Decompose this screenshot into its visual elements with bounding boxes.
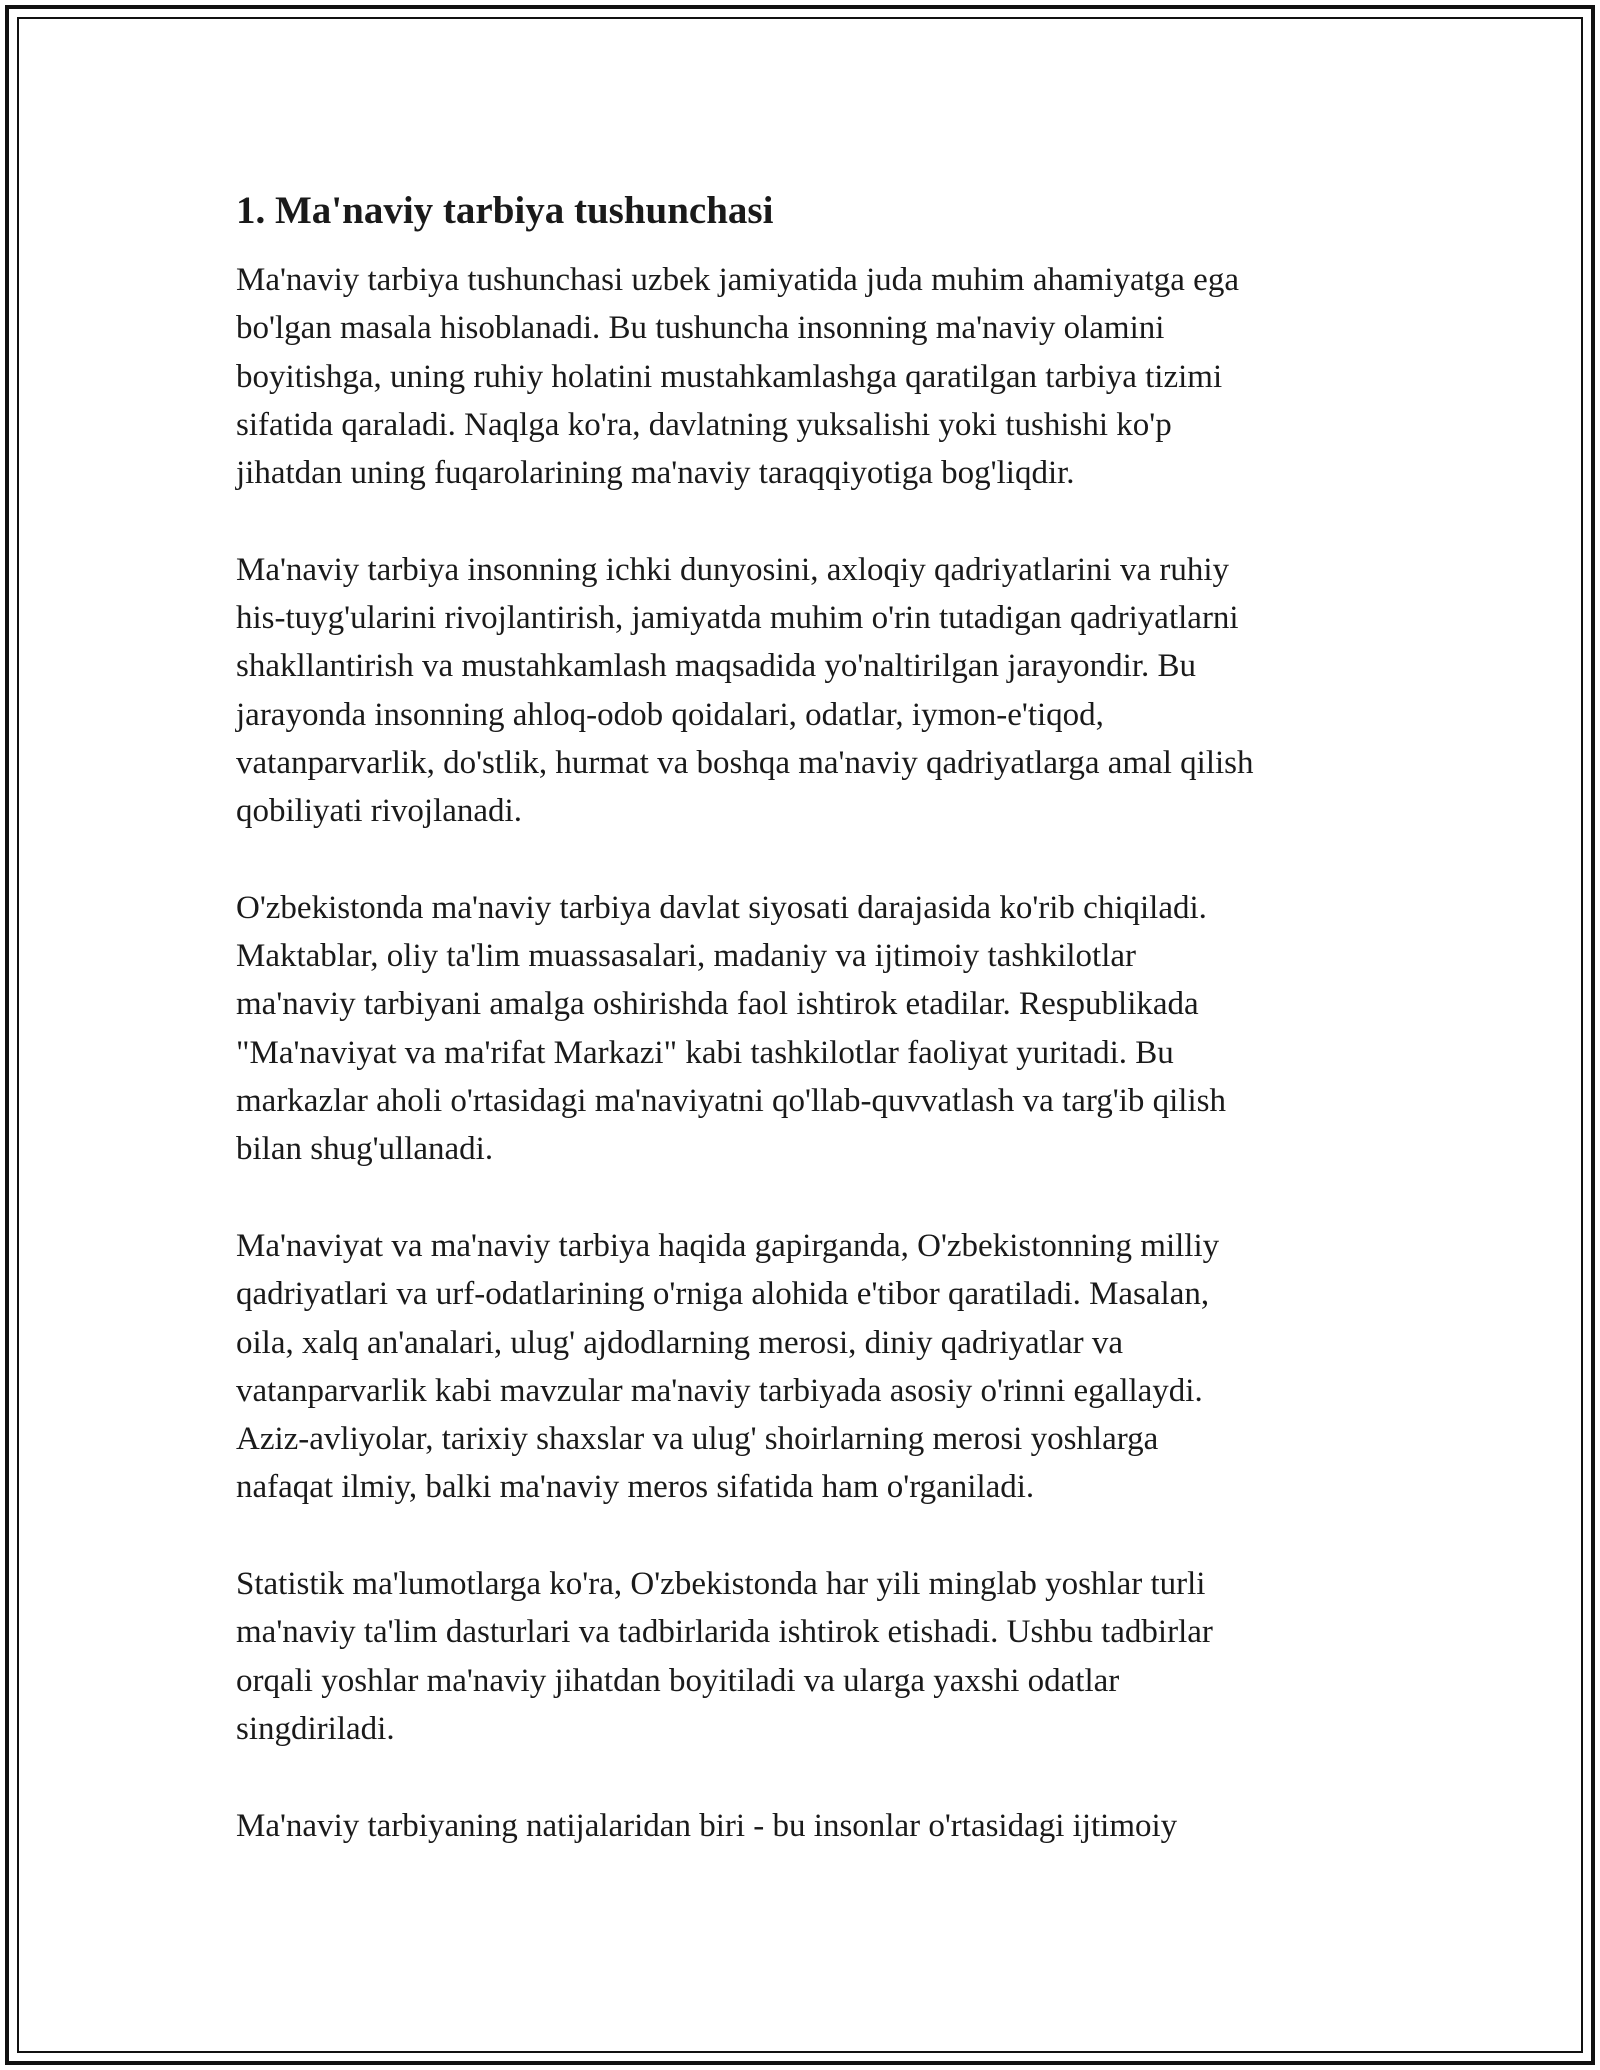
paragraph-6: Ma'naviy tarbiyaning natijalaridan biri - bu insonlar o'rtasidagi ijtimoiy (236, 1807, 1178, 1844)
paragraph-4: Ma'naviyat va ma'naviy tarbiya haqida gapirganda, O'zbekistonning milliy qadriyatlari va urf-odatlarining o'rniga alohida e'tibor qaratiladi. Masalan, oila, xalq an'analari, ulug' ajdodlarning merosi, diniy qadriyatlar va vatanparvarlik kabi mavzular ma'naviy tarbiyada asosiy o'rinni egallaydi. Aziz-avliyolar, tarixiy shaxslar va ulug' shoirlarning merosi yoshlarga nafaqat ilmiy, balki ma'naviy meros sifatida ham o'rganiladi. (236, 1227, 1220, 1506)
paragraph-3: O'zbekistonda ma'naviy tarbiya davlat siyosati darajasida ko'rib chiqiladi. Maktablar, oliy ta'lim muassasalari, madaniy va ijtimoiy tashkilotlar ma'naviy tarbiyani amalga oshirishda faol ishtirok etadilar. Respublikada "Ma'naviyat va ma'rifat Markazi" kabi tashkilotlar faoliyat yuritadi. Bu markazlar aholi o'rtasidagi ma'naviyatni qo'llab-quvvatlash va targ'ib qilish bilan shug'ullanadi. (236, 889, 1226, 1168)
document-body (236, 186, 1376, 1898)
paragraph-5: Statistik ma'lumotlarga ko'ra, O'zbekistonda har yili minglab yoshlar turli ma'naviy ta'lim dasturlari va tadbirlarida ishtirok etishadi. Ushbu tadbirlar orqali yoshlar ma'naviy jihatdan boyitiladi va ularga yaxshi odatlar singdiriladi. (236, 1566, 1213, 1747)
paragraph-1: Ma'naviy tarbiya tushunchasi uzbek jamiyatida juda muhim ahamiyatga ega bo'lgan masala hisoblanadi. Bu tushuncha insonning ma'naviy olamini boyitishga, uning ruhiy holatini mustahkamlashga qaratilgan tarbiya tizimi sifatida qaraladi. Naqlga ko'ra, davlatning yuksalishi yoki tushishi ko'p jihatdan uning fuqarolarining ma'naviy taraqqiyotiga bog'liqdir. (236, 262, 1239, 492)
section-heading: 1. Ma'naviy tarbiya tushunchasi (236, 189, 774, 232)
paragraph-2: Ma'naviy tarbiya insonning ichki dunyosini, axloqiy qadriyatlarini va ruhiy his-tuyg'ularini rivojlantirish, jamiyatda muhim o'rin tutadigan qadriyatlarni shakllantirish va mustahkamlash maqsadida yo'naltirilgan jarayondir. Bu jarayonda insonning ahloq-odob qoidalari, odatlar, iymon-e'tiqod, vatanparvarlik, do'stlik, hurmat va boshqa ma'naviy qadriyatlarga amal qilish qobiliyati rivojlanadi. (236, 551, 1254, 830)
